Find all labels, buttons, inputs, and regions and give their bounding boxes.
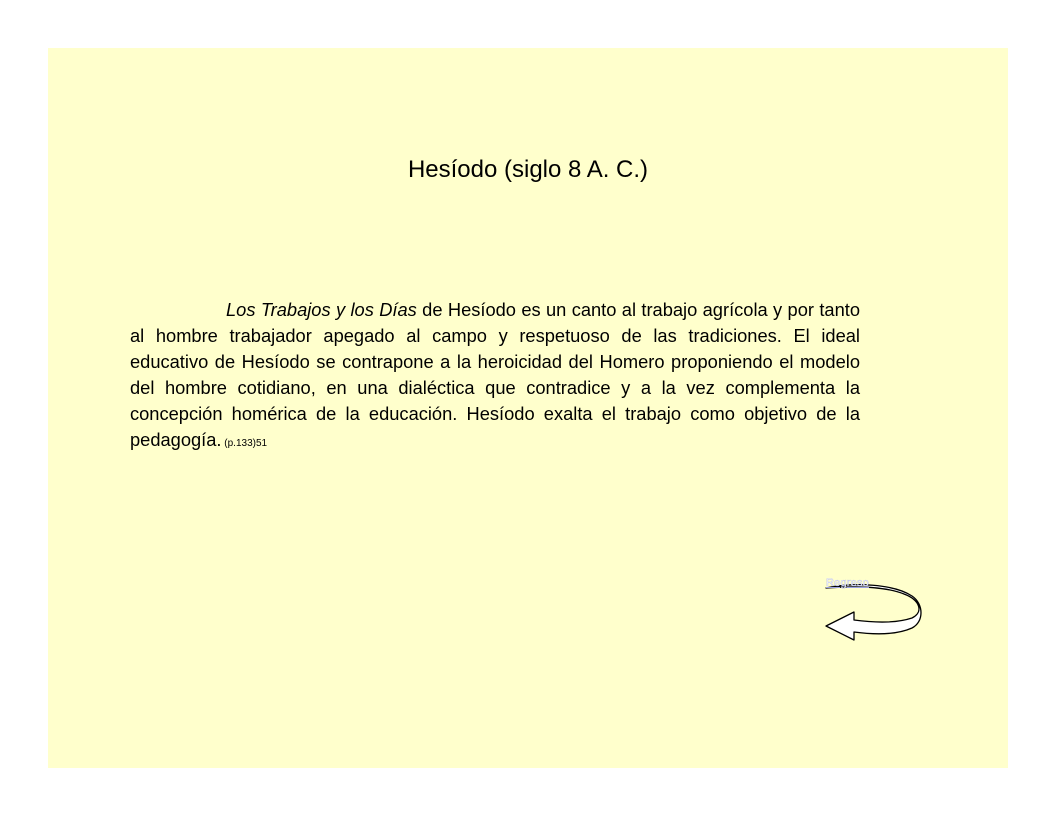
work-title: Los Trabajos y los Días — [226, 299, 417, 320]
back-button[interactable] — [824, 574, 924, 666]
slide — [48, 48, 1008, 768]
body-paragraph — [130, 297, 860, 457]
slide-title: Hesíodo (siglo 8 A. C.) — [407, 156, 649, 183]
paragraph-text: de Hesíodo es un canto al trabajo agrícola y por tanto al hombre trabajador apegado al campo y respetuoso de las tradiciones. El ideal educativo de Hesíodo se contrapone a la heroicidad del Homero proponiendo el modelo del hombre cotidiano, en una dialéctica que contradice y a la vez complementa la concepción homérica de la educación. Hesíodo exalta el trabajo como objetivo de la pedagogía. — [130, 299, 860, 450]
back-link-label[interactable]: Regreso — [826, 577, 869, 589]
citation: (p.133)51 — [221, 438, 268, 449]
